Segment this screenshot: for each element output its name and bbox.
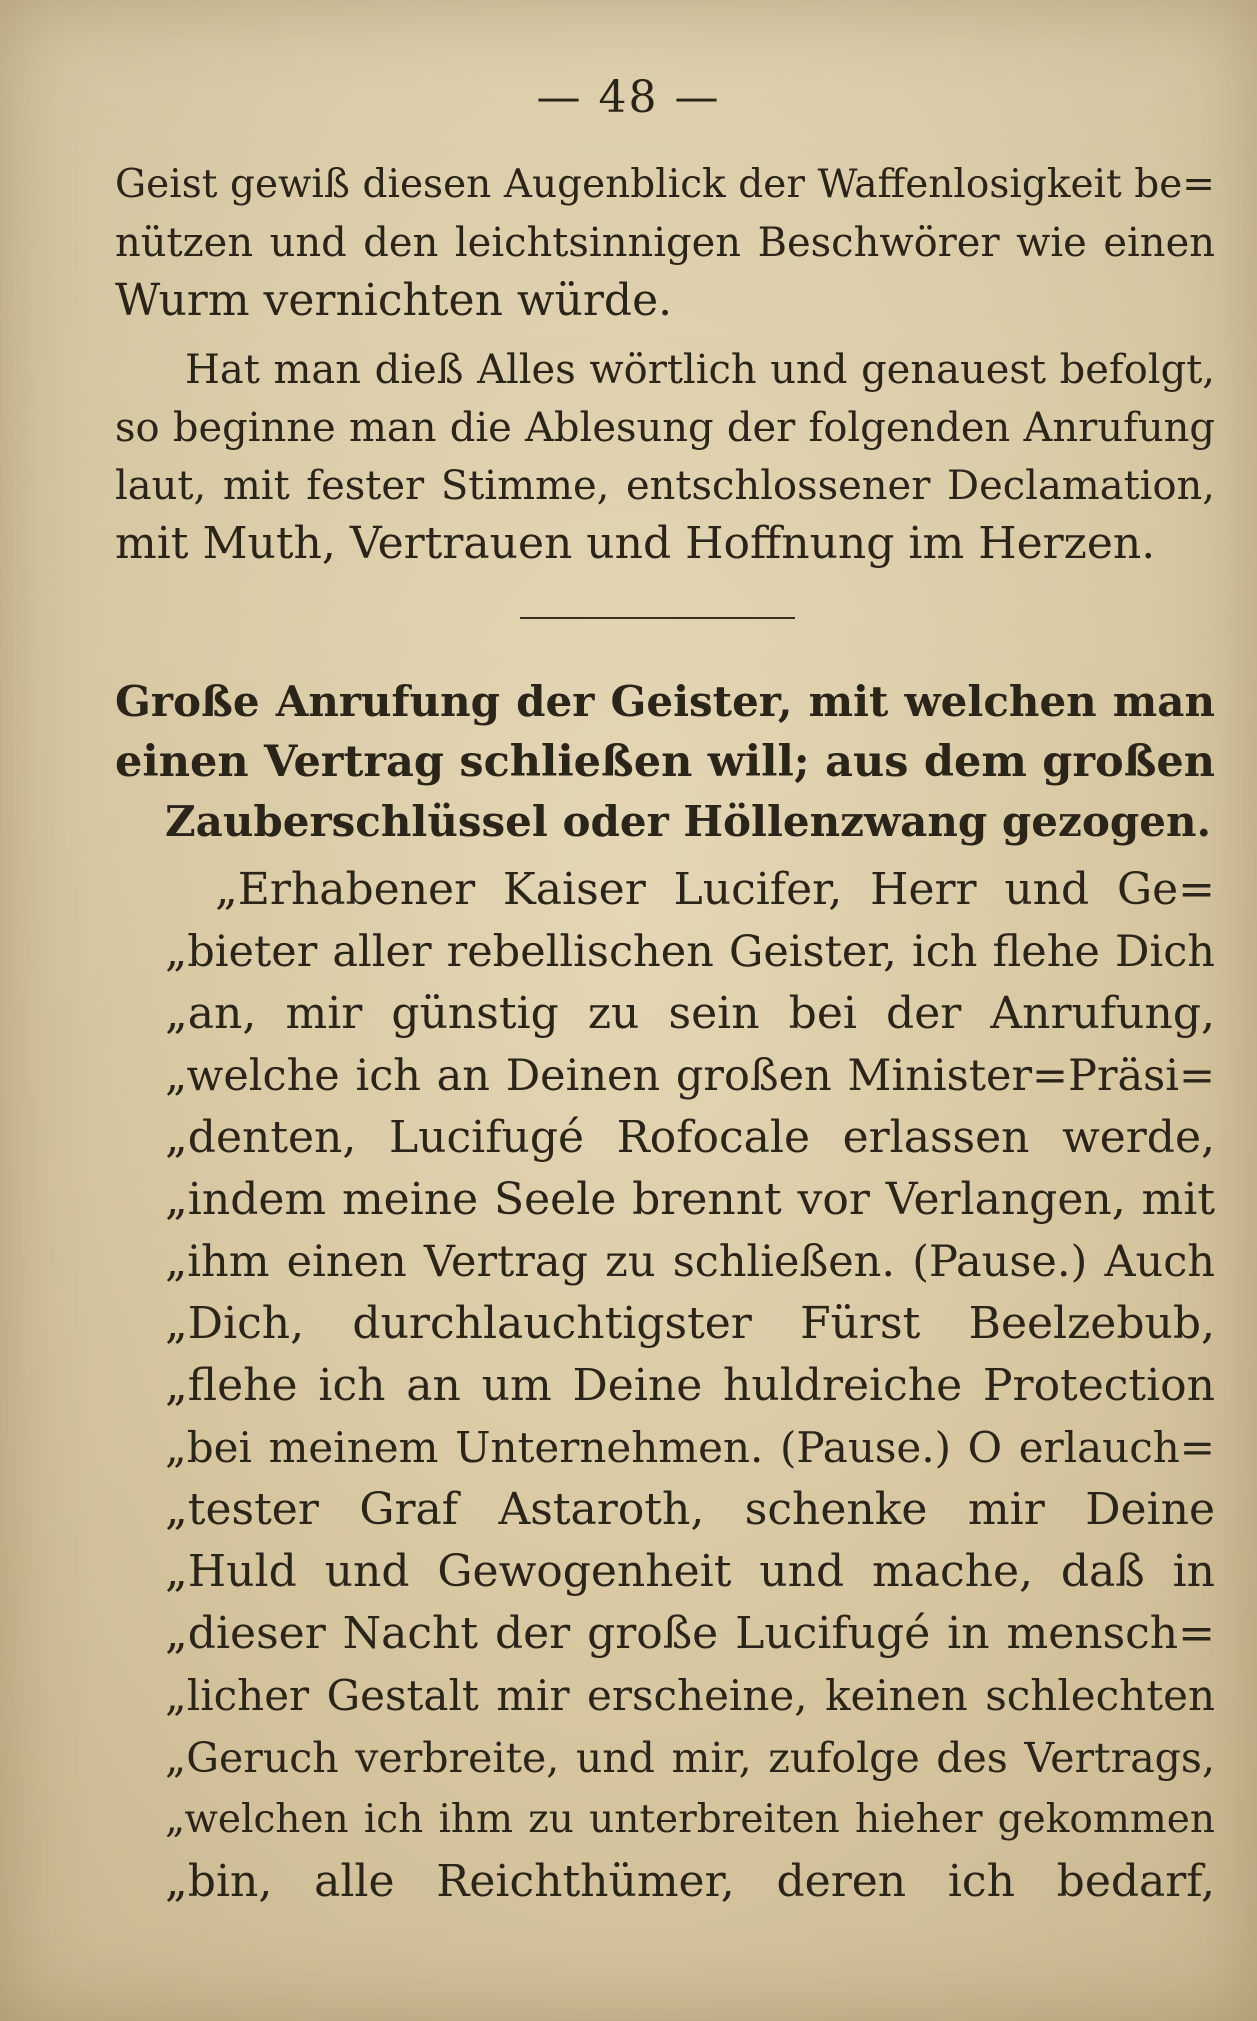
text-line: nützen und den leichtsinnigen Beschwörer wie einen	[115, 220, 1215, 266]
text-line: „ihm einen Vertrag zu schließen. (Pause.) Auch	[165, 1237, 1215, 1287]
text-line: Hat man dieß Alles wörtlich und genauest befolgt,	[185, 347, 1215, 393]
text-line: laut, mit fester Stimme, entschlossener Declamation,	[115, 463, 1215, 509]
page-number: — 48 —	[536, 72, 721, 123]
text-line: „indem meine Seele brennt vor Verlangen, mit	[165, 1174, 1215, 1225]
text-line: „Geruch verbreite, und mir, zufolge des Vertrags,	[165, 1734, 1215, 1782]
section-heading-line: einen Vertrag schließen will; aus dem großen	[115, 737, 1215, 787]
text-line: „bieter aller rebellischen Geister, ich flehe Dich	[165, 927, 1215, 977]
text-line: „tester Graf Astaroth, schenke mir Deine	[165, 1484, 1215, 1535]
text-line: „bei meinem Unternehmen. (Pause.) O erlauch=	[165, 1423, 1215, 1472]
text-line: Geist gewiß diesen Augenblick der Waffenlosigkeit be=	[115, 162, 1215, 207]
text-line: mit Muth, Vertrauen und Hoffnung im Herzen.	[115, 518, 1156, 569]
text-line: „an, mir günstig zu sein bei der Anrufung,	[165, 988, 1215, 1039]
section-heading-line: Zauberschlüssel oder Höllenzwang gezogen.	[165, 797, 1212, 846]
text-line: „welchen ich ihm zu unterbreiten hieher gekommen	[165, 1797, 1215, 1842]
text-line: so beginne man die Ablesung der folgenden Anrufung	[115, 405, 1215, 451]
text-line: „licher Gestalt mir erscheine, keinen schlechten	[165, 1671, 1215, 1720]
section-heading-line: Große Anrufung der Geister, mit welchen man	[115, 677, 1215, 726]
text-line: „flehe ich an um Deine huldreiche Protection	[165, 1360, 1215, 1411]
text-line: „dieser Nacht der große Lucifugé in mensch=	[165, 1608, 1215, 1659]
text-line: „welche ich an Deinen großen Minister=Präsi=	[165, 1051, 1215, 1101]
text-line: „denten, Lucifugé Rofocale erlassen werde,	[165, 1112, 1215, 1163]
text-line: „bin, alle Reichthümer, deren ich bedarf,	[165, 1856, 1215, 1907]
text-line: „Dich, durchlauchtigster Fürst Beelzebub,	[165, 1298, 1215, 1349]
text-line: „Erhabener Kaiser Lucifer, Herr und Ge=	[215, 864, 1215, 915]
text-line: „Huld und Gewogenheit und mache, daß in	[165, 1546, 1215, 1597]
text-line: Wurm vernichten würde.	[115, 275, 673, 326]
section-divider	[520, 617, 795, 619]
